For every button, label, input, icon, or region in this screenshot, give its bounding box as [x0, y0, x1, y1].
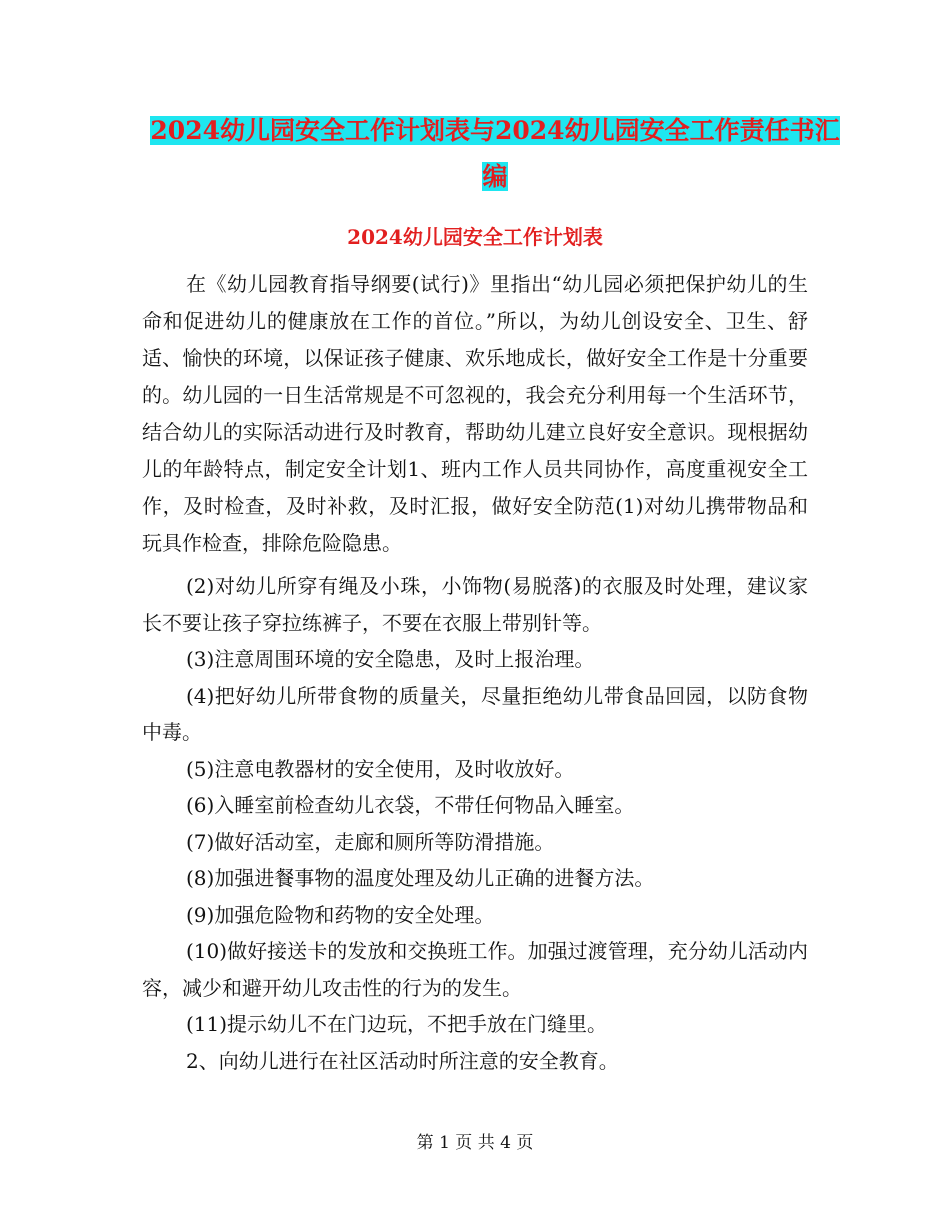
document-title-text: 2024幼儿园安全工作计划表与2024幼儿园安全工作责任书汇编: [150, 116, 840, 191]
paragraph: (6)入睡室前检查幼儿衣袋，不带任何物品入睡室。: [186, 793, 635, 817]
paragraph: 2、向幼儿进行在社区活动时所注意的安全教育。: [186, 1048, 619, 1073]
paragraph: (8)加强进餐事物的温度处理及幼儿正确的进餐方法。: [186, 866, 655, 890]
paragraph: (5)注意电教器材的安全使用，及时收放好。: [186, 756, 575, 781]
paragraph: (4)把好幼儿所带食物的质量关，尽量拒绝幼儿带食品回园，以防食物中毒。: [142, 683, 808, 744]
paragraph: (3)注意周围环境的安全隐患，及时上报治理。: [186, 647, 595, 671]
document-title: [140, 108, 850, 200]
paragraph: 在《幼儿园教育指导纲要(试行)》里指出“幼儿园必须把保护幼儿的生命和促进幼儿的健康放在工作的首位。”所以，为幼儿创设安全、卫生、舒适、愉快的环境，以保证孩子健康、欢乐地成长，做好安全工作是十分重要的。幼儿园的一日生活常规是不可忽视的，我会充分利用每一个生活环节，结合幼儿的实际活动进行及时教育，帮助幼儿建立良好安全意识。现根据幼儿的年龄特点，制定安全计划1、班内工作人员共同协作，高度重视安全工作，及时检查，及时补救，及时汇报，做好安全防范(1)对幼儿携带物品和玩具作检查，排除危险隐患。: [142, 272, 808, 555]
paragraph: (11)提示幼儿不在门边玩，不把手放在门缝里。: [186, 1012, 608, 1036]
document-body: [142, 266, 808, 1079]
paragraph: (7)做好活动室，走廊和厕所等防滑措施。: [186, 829, 555, 854]
section-title: 2024幼儿园安全工作计划表: [347, 225, 603, 249]
paragraph: (9)加强危险物和药物的安全处理。: [186, 902, 495, 927]
paragraph: (10)做好接送卡的发放和交换班工作。加强过渡管理，充分幼儿活动内容，减少和避开幼儿攻击性的行为的发生。: [142, 939, 808, 1000]
paragraph: (2)对幼儿所穿有绳及小珠，小饰物(易脱落)的衣服及时处理，建议家长不要让孩子穿拉练裤子，不要在衣服上带别针等。: [142, 574, 808, 635]
page-number-footer: 第 1 页 共 4 页: [416, 1133, 534, 1153]
